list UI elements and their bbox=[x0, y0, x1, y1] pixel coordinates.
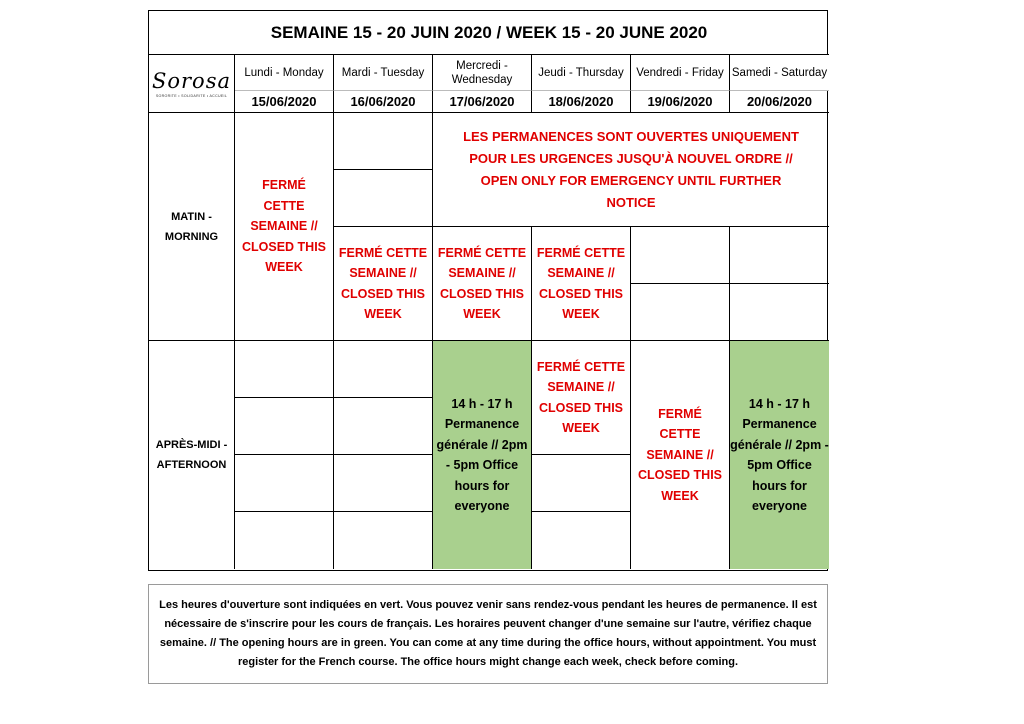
day-header-friday: Vendredi - Friday bbox=[631, 55, 730, 91]
empty-cell bbox=[235, 341, 334, 398]
closed-wednesday-morning: FERMÉ CETTE SEMAINE // CLOSED THIS WEEK bbox=[433, 227, 532, 341]
office-hours-wednesday: 14 h - 17 h Permanence générale // 2pm - 5pm Office hours for everyone bbox=[433, 341, 532, 569]
day-header-wednesday: Mercredi - Wednesday bbox=[433, 55, 532, 91]
empty-cell bbox=[730, 227, 829, 284]
date-tuesday: 16/06/2020 bbox=[334, 91, 433, 113]
empty-cell bbox=[235, 398, 334, 455]
sorosa-logo bbox=[149, 55, 235, 113]
day-header-tuesday: Mardi - Tuesday bbox=[334, 55, 433, 91]
empty-cell bbox=[334, 170, 433, 227]
closed-thursday-afternoon: FERMÉ CETTE SEMAINE // CLOSED THIS WEEK bbox=[532, 341, 631, 455]
empty-cell bbox=[532, 455, 631, 512]
closed-friday-afternoon: FERMÉ CETTE SEMAINE // CLOSED THIS WEEK bbox=[631, 341, 730, 569]
empty-cell bbox=[334, 398, 433, 455]
day-header-thursday: Jeudi - Thursday bbox=[532, 55, 631, 91]
empty-cell bbox=[631, 284, 730, 341]
period-afternoon: APRÈS-MIDI - AFTERNOON bbox=[149, 341, 235, 569]
closed-monday-morning: FERMÉ CETTE SEMAINE // CLOSED THIS WEEK bbox=[235, 113, 334, 341]
empty-cell bbox=[334, 113, 433, 170]
emergency-banner: LES PERMANENCES SONT OUVERTES UNIQUEMENT POUR LES URGENCES JUSQU'À NOUVEL ORDRE // OPEN ONLY FOR EMERGENCY UNTIL FURTHER NOTICE bbox=[433, 113, 829, 227]
schedule-title: SEMAINE 15 - 20 JUIN 2020 / WEEK 15 - 20 JUNE 2020 bbox=[149, 11, 829, 55]
empty-cell bbox=[334, 512, 433, 569]
empty-cell bbox=[235, 455, 334, 512]
closed-tuesday-morning: FERMÉ CETTE SEMAINE // CLOSED THIS WEEK bbox=[334, 227, 433, 341]
empty-cell bbox=[334, 455, 433, 512]
closed-thursday-morning: FERMÉ CETTE SEMAINE // CLOSED THIS WEEK bbox=[532, 227, 631, 341]
office-hours-saturday: 14 h - 17 h Permanence générale // 2pm - 5pm Office hours for everyone bbox=[730, 341, 829, 569]
day-header-monday: Lundi - Monday bbox=[235, 55, 334, 91]
empty-cell bbox=[334, 341, 433, 398]
date-friday: 19/06/2020 bbox=[631, 91, 730, 113]
empty-cell bbox=[730, 284, 829, 341]
logo-tagline: SORORITE • SOLIDARITE • ACCUEIL bbox=[155, 93, 228, 98]
empty-cell bbox=[235, 512, 334, 569]
schedule-table bbox=[148, 10, 828, 571]
date-monday: 15/06/2020 bbox=[235, 91, 334, 113]
date-thursday: 18/06/2020 bbox=[532, 91, 631, 113]
date-wednesday: 17/06/2020 bbox=[433, 91, 532, 113]
logo-name: Sorosa bbox=[151, 68, 231, 93]
day-header-saturday: Samedi - Saturday bbox=[730, 55, 829, 91]
period-morning: MATIN - MORNING bbox=[149, 113, 235, 341]
empty-cell bbox=[532, 512, 631, 569]
date-saturday: 20/06/2020 bbox=[730, 91, 829, 113]
empty-cell bbox=[631, 227, 730, 284]
info-notice: Les heures d'ouverture sont indiquées en vert. Vous pouvez venir sans rendez-vous pendant les heures de permanence. Il est nécessaire de s'inscrire pour les cours de français. Les horaires peuvent changer d'une semaine sur l'autre, vérifiez chaque semaine. // The opening hours are in green. You can come at any time during the office hours, without appointment. You must register for the French course. The office hours might change each week, check before coming. bbox=[148, 584, 828, 684]
